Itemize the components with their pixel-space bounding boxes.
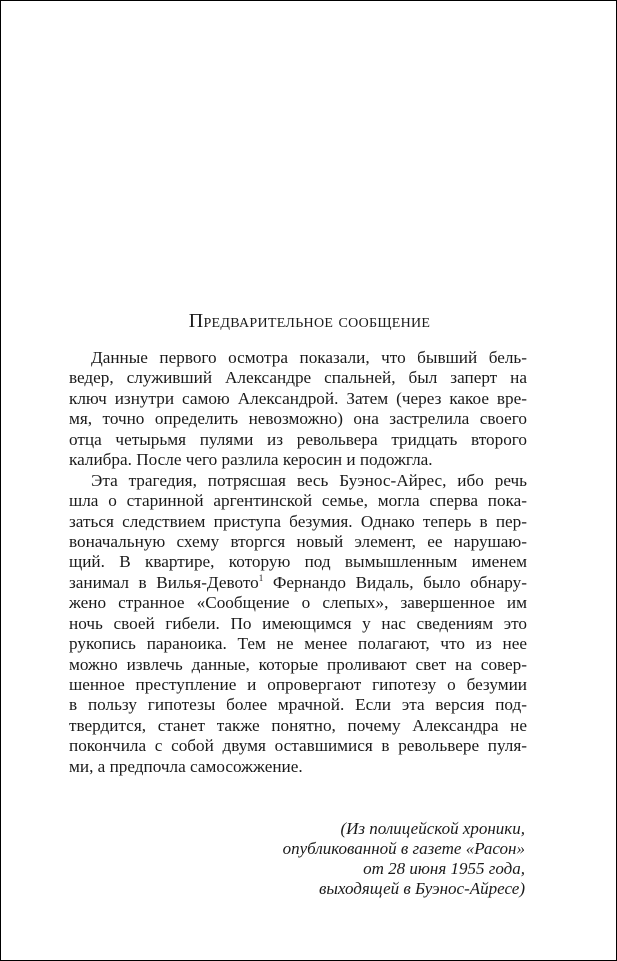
- footnote-reference[interactable]: 1: [258, 572, 264, 583]
- text-line: мя, точно определить невозможно) она застрелила своего: [69, 409, 527, 429]
- text-line: заться следствием приступа безумия. Однако теперь в пер-: [69, 511, 527, 531]
- text-line: отца четырьмя пулями из револьвера тридцать второго: [69, 429, 527, 449]
- attribution-line: от 28 июня 1955 года,: [363, 859, 525, 878]
- text-line: покончила с собой двумя оставшимися в револьвере пуля-: [69, 736, 527, 756]
- text-line: можно извлечь данные, которые проливают свет на совер-: [69, 654, 527, 674]
- text-line: Данные первого осмотра показали, что бывший бель-: [91, 348, 527, 367]
- text-line: твердится, станет также понятно, почему Александра не: [69, 715, 527, 735]
- text-line: шенное преступление и опровергают гипотезу о безумии: [69, 675, 527, 694]
- text-line: рукопись параноика. Тем не менее полагают, что из нее: [69, 634, 527, 654]
- chapter-title: Предварительное сообщение: [188, 310, 431, 332]
- text-line: воначальную схему вторгся новый элемент, ее нарушаю-: [69, 531, 527, 551]
- attribution-line: опубликованной в газете «Расон»: [282, 839, 525, 858]
- text-segment: Фернандо Видаль, было обнару-: [263, 572, 527, 592]
- text-line: Эта трагедия, потрясшая весь Буэнос-Айрес, ибо речь: [91, 470, 527, 490]
- text-line: калибра. После чего разлила керосин и подожгла.: [69, 450, 433, 470]
- paragraph-2: [69, 471, 527, 778]
- attribution-line: выходящей в Буэнос-Айресе): [319, 879, 525, 898]
- text-line: щий. В квартире, которую под вымышленным именем: [69, 552, 527, 572]
- paragraph-1: [69, 348, 527, 471]
- text-line: ведер, служивший Александре спальней, был заперт на: [69, 368, 527, 388]
- text-line: в пользу гипотезы более мрачной. Если эта версия под-: [69, 695, 527, 715]
- text-line: шла о старинной аргентинской семье, могла сперва пока-: [69, 491, 527, 511]
- text-segment: занимал в Вилья-Девото: [69, 572, 259, 592]
- text-line: ми, а предпочла самосожжение.: [69, 756, 303, 776]
- text-line: жено странное «Сообщение о слепых», завершенное им: [69, 593, 527, 613]
- attribution: [283, 819, 525, 899]
- text-line: [69, 573, 527, 593]
- text-line: ночь своей гибели. По имеющимся у нас сведениям это: [69, 613, 527, 633]
- attribution-line: (Из полицейской хроники,: [340, 819, 525, 838]
- text-line: ключ изнутри самою Александрой. Затем (через какое вре-: [69, 388, 527, 408]
- body-text: [69, 348, 527, 777]
